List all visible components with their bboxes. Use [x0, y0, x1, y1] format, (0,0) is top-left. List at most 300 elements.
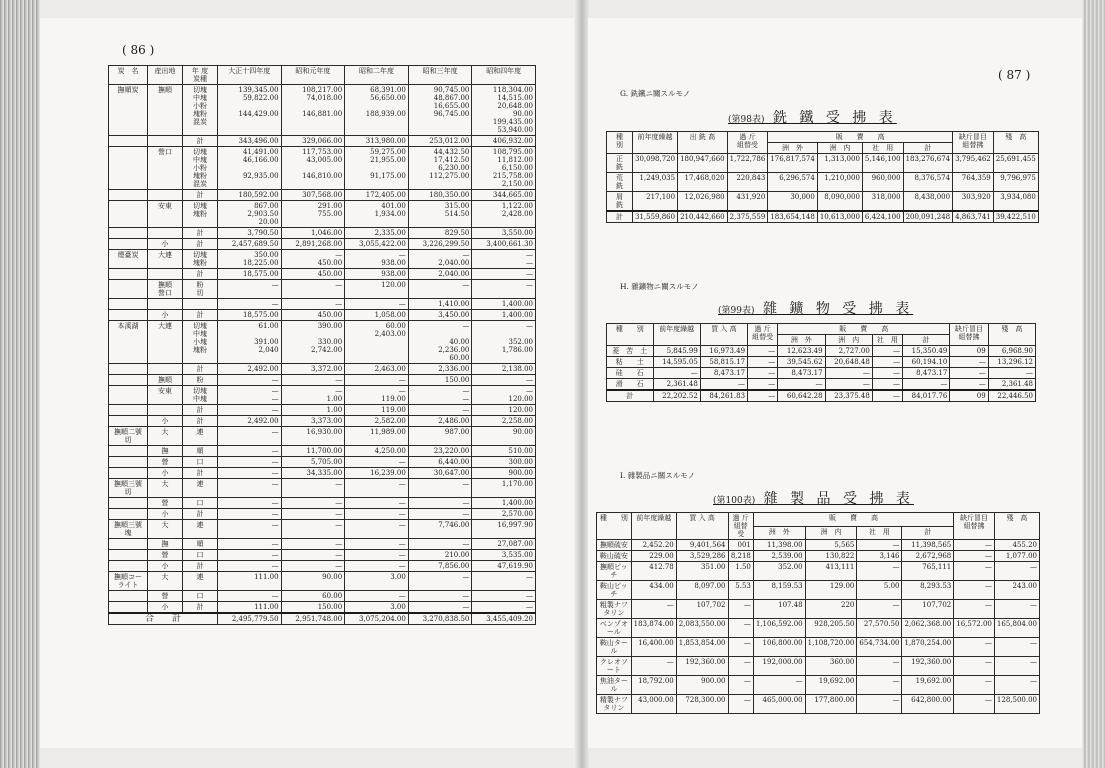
- coal-value-cell: 210.00: [408, 550, 472, 561]
- row-value-cell: —: [748, 379, 778, 391]
- coal-value-cell: 7,746.00: [408, 520, 472, 539]
- page-edge-left: [0, 0, 40, 768]
- row-value-cell: —: [753, 676, 805, 695]
- coal-value-cell: 108,217.00 74,018.00 146,881.00: [281, 85, 345, 136]
- coal-value-cell: 59,275.00 21,955.00 91,175.00: [345, 147, 409, 190]
- table-row: [597, 676, 1040, 695]
- row-value-cell: 9,401,564: [676, 540, 728, 551]
- coal-value-cell: —: [408, 479, 472, 498]
- coal-value-cell: —: [218, 539, 282, 550]
- table-row: [607, 211, 1039, 223]
- row-value-cell: 10,613,000: [817, 211, 862, 223]
- coal-table-row: [109, 427, 536, 446]
- row-value-cell: 220: [805, 600, 857, 619]
- coal-group-cell: [109, 375, 148, 386]
- row-value-cell: 9,796,975: [993, 173, 1038, 192]
- coal-value-cell: —: [218, 299, 282, 310]
- coal-value-cell: —: [408, 602, 472, 614]
- coal-kind-cell: 連: [183, 520, 218, 539]
- row-value-cell: 183,874.00: [631, 619, 676, 638]
- coal-value-cell: 117,753.00 43,005.00 146,810.00: [281, 147, 345, 190]
- coal-kind-cell: 口: [183, 591, 218, 602]
- row-value-cell: 09: [950, 346, 988, 357]
- coal-value-cell: —: [345, 479, 409, 498]
- row-value-cell: —: [950, 357, 988, 368]
- row-value-cell: —: [954, 600, 995, 619]
- header-year: 昭和四年度: [472, 66, 536, 85]
- row-value-cell: 8,090,000: [817, 192, 862, 212]
- coal-area-cell: 大連: [148, 250, 183, 269]
- row-value-cell: 11,398,565: [902, 540, 954, 551]
- row-value-cell: 220,843: [727, 173, 768, 192]
- row-value-cell: —: [728, 657, 753, 676]
- header-domestic: 洲 内: [805, 526, 857, 540]
- row-value-cell: —: [954, 657, 995, 676]
- row-value-cell: 84,261.83: [700, 390, 747, 402]
- table-row: [607, 173, 1039, 192]
- coal-area-cell: 大: [148, 427, 183, 446]
- row-value-cell: 192,360.00: [902, 657, 954, 676]
- coal-area-cell: 撫順: [148, 375, 183, 386]
- coal-value-cell: 315.00 514.50: [408, 201, 472, 228]
- header-transfer-in: 過 斤 組替受: [748, 324, 778, 346]
- coal-total-cell: 2,495,779.50: [218, 613, 282, 625]
- row-value-cell: 5,146,100: [862, 154, 903, 173]
- row-value-cell: 6,296,574: [768, 173, 818, 192]
- coal-group-cell: 煙臺炭: [109, 250, 148, 269]
- coal-table-row: [109, 386, 536, 405]
- table-title: [718, 298, 913, 318]
- right-page: [588, 18, 1082, 748]
- header-overseas: 洲 外: [778, 335, 825, 346]
- table-row: [597, 581, 1040, 600]
- coal-area-cell: 營: [148, 457, 183, 468]
- coal-value-cell: 1,400.00: [472, 498, 536, 509]
- row-value-cell: 39,422,510: [993, 211, 1038, 223]
- row-value-cell: 107,702: [676, 600, 728, 619]
- row-kind-cell: 屑 銑: [607, 192, 633, 212]
- coal-kind-cell: 切塊 中塊 小塊 塊粉: [183, 321, 218, 364]
- coal-value-cell: —: [472, 280, 536, 299]
- row-value-cell: —: [872, 346, 902, 357]
- row-value-cell: 217,100: [633, 192, 678, 212]
- coal-kind-cell: 連: [183, 479, 218, 498]
- header-sales: 販 賣 高: [753, 513, 953, 527]
- header-sales: 販 賣 高: [768, 132, 953, 143]
- table-header-row: [607, 324, 1036, 335]
- coal-value-cell: 867.00 2,903.50 20.00: [218, 201, 282, 228]
- row-value-cell: —: [872, 368, 902, 379]
- coal-value-cell: —: [281, 280, 345, 299]
- coal-kind-cell: 順: [183, 446, 218, 457]
- row-value-cell: 2,539.00: [753, 551, 805, 562]
- row-value-cell: 765,111: [902, 562, 954, 581]
- row-value-cell: 106,800.00: [753, 638, 805, 657]
- coal-value-cell: 11,989.00: [345, 427, 409, 446]
- row-value-cell: —: [653, 368, 700, 379]
- header-sales-total: 計: [903, 143, 953, 154]
- coal-table-row: [109, 468, 536, 479]
- row-value-cell: —: [857, 540, 902, 551]
- row-value-cell: —: [994, 562, 1039, 581]
- row-value-cell: 764,359: [953, 173, 994, 192]
- coal-kind-cell: 計: [183, 509, 218, 520]
- table-row: [607, 154, 1039, 173]
- row-value-cell: 455.20: [994, 540, 1039, 551]
- coal-group-cell: [109, 299, 148, 310]
- row-value-cell: —: [994, 638, 1039, 657]
- row-value-cell: 2,083,550.00: [676, 619, 728, 638]
- coal-total-cell: 3,270,838.50: [408, 613, 472, 625]
- coal-value-cell: —: [218, 509, 282, 520]
- row-value-cell: 23,375.48: [825, 390, 872, 402]
- coal-value-cell: 23,220.00: [408, 446, 472, 457]
- row-kind-cell: 荒 銑: [607, 173, 633, 192]
- row-value-cell: 30,000: [768, 192, 818, 212]
- row-value-cell: 8,473.17: [778, 368, 825, 379]
- row-value-cell: 12,026,980: [678, 192, 728, 212]
- coal-table-row: [109, 250, 536, 269]
- coal-value-cell: —: [345, 375, 409, 386]
- table-number: (第99表): [718, 306, 755, 316]
- row-value-cell: 11,398.00: [753, 540, 805, 551]
- row-value-cell: 001: [728, 540, 753, 551]
- row-value-cell: 1.50: [728, 562, 753, 581]
- row-value-cell: 210,442,660: [678, 211, 728, 223]
- row-value-cell: 107.48: [753, 600, 805, 619]
- coal-area-cell: [148, 299, 183, 310]
- row-value-cell: —: [825, 368, 872, 379]
- coal-value-cell: 510.00: [472, 446, 536, 457]
- header-balance: 殘 高: [994, 513, 1039, 540]
- coal-value-cell: 829.50: [408, 228, 472, 239]
- pig-iron-table: [606, 131, 1039, 223]
- header-domestic: 洲 内: [825, 335, 872, 346]
- coal-value-cell: —: [281, 509, 345, 520]
- coal-area-cell: 小: [148, 310, 183, 321]
- row-value-cell: 3,795,462: [953, 154, 994, 173]
- coal-kind-cell: 口: [183, 550, 218, 561]
- coal-value-cell: —: [472, 375, 536, 386]
- row-value-cell: —: [954, 638, 995, 657]
- coal-table-row: [109, 310, 536, 321]
- coal-value-cell: — 352.00 1,786.00: [472, 321, 536, 364]
- coal-table-row: [109, 299, 536, 310]
- row-kind-cell: ベンゾオール: [597, 619, 632, 638]
- coal-table-row: [109, 201, 536, 228]
- coal-value-cell: —: [408, 509, 472, 520]
- coal-value-cell: 1,400.00: [472, 299, 536, 310]
- row-value-cell: 1,313,000: [817, 154, 862, 173]
- coal-value-cell: 118,304.00 14,515.00 20,648.00 90.00 199,435.00 53,940.00: [472, 85, 536, 136]
- coal-area-cell: [148, 136, 183, 147]
- coal-table-row: [109, 85, 536, 136]
- coal-area-cell: 大連: [148, 321, 183, 364]
- coal-value-cell: — 40.00 2,236.00 60.00: [408, 321, 472, 364]
- row-value-cell: 5.00: [857, 581, 902, 600]
- coal-value-cell: 2,492.00: [218, 364, 282, 375]
- row-value-cell: 900.00: [676, 676, 728, 695]
- row-value-cell: 2,727.00: [825, 346, 872, 357]
- coal-table-row: [109, 190, 536, 201]
- coal-value-cell: — 450.00: [281, 250, 345, 269]
- coal-area-cell: 安東: [148, 201, 183, 228]
- header-balance: 殘 高: [988, 324, 1035, 346]
- header-transfer-in: 過 斤 組替受: [727, 132, 768, 154]
- coal-value-cell: 90,745.00 48,867.00 16,655.00 96,745.00: [408, 85, 472, 136]
- header-type-label: 炭種: [193, 75, 207, 83]
- coal-value-cell: 47,619.90: [472, 561, 536, 572]
- table-title-text: 雜 製 品 受 拂 表: [763, 491, 914, 507]
- row-value-cell: —: [748, 346, 778, 357]
- row-value-cell: 60,194.10: [903, 357, 950, 368]
- header-previous: 前年度繰越: [653, 324, 700, 346]
- table-row: [607, 357, 1036, 368]
- coal-value-cell: —: [345, 561, 409, 572]
- row-value-cell: 8,473.17: [700, 368, 747, 379]
- coal-table-row: [109, 269, 536, 280]
- coal-value-cell: 41,491.00 46,166.00 92,935.00: [218, 147, 282, 190]
- coal-area-cell: [148, 228, 183, 239]
- coal-value-cell: 2,492.00: [218, 416, 282, 427]
- coal-area-cell: 營: [148, 498, 183, 509]
- coal-table-row: [109, 550, 536, 561]
- coal-value-cell: — 119.00: [345, 386, 409, 405]
- coal-value-cell: 150.00: [281, 602, 345, 614]
- coal-total-row: [109, 613, 536, 625]
- coal-total-cell: 2,951,748.00: [281, 613, 345, 625]
- coal-table-row: [109, 375, 536, 386]
- coal-table-row: [109, 572, 536, 591]
- coal-kind-cell: 計: [183, 561, 218, 572]
- coal-group-cell: [109, 386, 148, 405]
- header-kind: 炭 名: [109, 66, 148, 85]
- coal-kind-cell: 計: [183, 416, 218, 427]
- coal-group-cell: [109, 446, 148, 457]
- row-value-cell: —: [728, 619, 753, 638]
- row-value-cell: 18,792.00: [631, 676, 676, 695]
- coal-value-cell: — —: [218, 386, 282, 405]
- coal-table-row: [109, 539, 536, 550]
- coal-value-cell: —: [472, 269, 536, 280]
- row-value-cell: —: [748, 357, 778, 368]
- coal-value-cell: 450.00: [281, 310, 345, 321]
- row-value-cell: 17,468,020: [678, 173, 728, 192]
- coal-table: [108, 65, 536, 625]
- row-value-cell: —: [857, 657, 902, 676]
- coal-value-cell: 2,891,268.00: [281, 239, 345, 250]
- table-row: [607, 346, 1036, 357]
- header-receipts: 買 入 高: [700, 324, 747, 346]
- coal-group-cell: [109, 201, 148, 228]
- row-value-cell: 654,734.00: [857, 638, 902, 657]
- coal-kind-cell: 計: [183, 468, 218, 479]
- coal-value-cell: —: [281, 479, 345, 498]
- row-value-cell: 1,210,000: [817, 173, 862, 192]
- header-kind: 種 別: [607, 324, 654, 346]
- table-title-text: 銑 鐵 受 拂 表: [772, 110, 897, 126]
- header-balance: 殘 高: [993, 132, 1038, 154]
- coal-value-cell: 68,391.00 56,650.00 188,939.00: [345, 85, 409, 136]
- table-row: [597, 551, 1040, 562]
- table-header-row: [597, 513, 1040, 527]
- coal-value-cell: 119.00: [345, 405, 409, 416]
- coal-value-cell: 1,058.00: [345, 310, 409, 321]
- table-row: [597, 695, 1040, 714]
- header-previous: 前年度繰越: [633, 132, 678, 154]
- coal-group-cell: 撫順三號切: [109, 479, 148, 498]
- coal-value-cell: 401.00 1,934.00: [345, 201, 409, 228]
- coal-area-cell: [148, 405, 183, 416]
- coal-value-cell: —: [281, 539, 345, 550]
- row-value-cell: 431,920: [727, 192, 768, 212]
- coal-group-cell: [109, 190, 148, 201]
- coal-value-cell: 7,856.00: [408, 561, 472, 572]
- coal-value-cell: 2,457,689.50: [218, 239, 282, 250]
- coal-group-cell: [109, 416, 148, 427]
- coal-value-cell: 2,570.00: [472, 509, 536, 520]
- coal-value-cell: 30,647.00: [408, 468, 472, 479]
- coal-table-row: [109, 136, 536, 147]
- table-title-text: 雜 鑛 物 受 拂 表: [762, 301, 914, 317]
- row-value-cell: 728,300.00: [676, 695, 728, 714]
- row-value-cell: 2,361.48: [988, 379, 1035, 391]
- coal-group-cell: 撫順二號切: [109, 427, 148, 446]
- row-value-cell: 31,559,860: [633, 211, 678, 223]
- row-value-cell: —: [631, 657, 676, 676]
- coal-group-cell: [109, 561, 148, 572]
- header-kind: 種 別: [607, 132, 633, 154]
- row-value-cell: 303,920: [953, 192, 994, 212]
- row-value-cell: 413,111: [805, 562, 857, 581]
- coal-value-cell: 900.00: [472, 468, 536, 479]
- coal-table-row: [109, 239, 536, 250]
- row-kind-cell: 粗製ナフタリン: [597, 600, 632, 619]
- coal-value-cell: 3,372.00: [281, 364, 345, 375]
- coal-value-cell: 2,463.00: [345, 364, 409, 375]
- coal-value-cell: —: [408, 591, 472, 602]
- coal-area-cell: 小: [148, 602, 183, 614]
- coal-value-cell: 2,582.00: [345, 416, 409, 427]
- row-value-cell: 1,249,035: [633, 173, 678, 192]
- table-number: (第100表): [713, 496, 756, 506]
- coal-value-cell: —: [408, 498, 472, 509]
- header-previous: 前年度繰越: [631, 513, 676, 540]
- coal-area-cell: 大: [148, 520, 183, 539]
- coal-value-cell: —: [345, 509, 409, 520]
- row-kind-cell: 正 銑: [607, 154, 633, 173]
- coal-value-cell: 6,440.00: [408, 457, 472, 468]
- row-value-cell: 6,424,100: [862, 211, 903, 223]
- row-value-cell: 22,202.52: [653, 390, 700, 402]
- row-value-cell: —: [994, 657, 1039, 676]
- table-row: [597, 619, 1040, 638]
- row-value-cell: —: [778, 379, 825, 391]
- coal-value-cell: 3,535.00: [472, 550, 536, 561]
- row-value-cell: —: [857, 676, 902, 695]
- coal-value-cell: 3,790.50: [218, 228, 282, 239]
- coal-value-cell: —: [281, 299, 345, 310]
- coal-value-cell: 344,665.00: [472, 190, 536, 201]
- row-value-cell: 8,293.53: [902, 581, 954, 600]
- row-value-cell: 1,870,254.00: [902, 638, 954, 657]
- coal-area-cell: 小: [148, 509, 183, 520]
- coal-total-cell: 3,075,204.00: [345, 613, 409, 625]
- coal-group-cell: [109, 364, 148, 375]
- header-year: 昭和元年度: [281, 66, 345, 85]
- row-value-cell: 642,800.00: [902, 695, 954, 714]
- coal-value-cell: — —: [472, 250, 536, 269]
- coal-group-cell: [109, 591, 148, 602]
- coal-value-cell: 2,040.00: [408, 269, 472, 280]
- coal-table-row: [109, 416, 536, 427]
- row-value-cell: —: [954, 562, 995, 581]
- coal-kind-cell: 切塊 塊粉: [183, 250, 218, 269]
- row-value-cell: 4,863,741: [953, 211, 994, 223]
- coal-value-cell: 3,450.00: [408, 310, 472, 321]
- coal-value-cell: —: [345, 520, 409, 539]
- coal-value-cell: 3,373.00: [281, 416, 345, 427]
- row-value-cell: 243.00: [994, 581, 1039, 600]
- page-number-right: ( 87 ): [998, 68, 1031, 82]
- row-value-cell: 39,545.62: [778, 357, 825, 368]
- coal-table-row: [109, 147, 536, 190]
- coal-value-cell: 44,432.50 17,412.50 6,230.00 112,275.00: [408, 147, 472, 190]
- coal-value-cell: 120.00: [345, 280, 409, 299]
- row-value-cell: 360.00: [805, 657, 857, 676]
- row-value-cell: 465,000.00: [753, 695, 805, 714]
- coal-value-cell: —: [408, 280, 472, 299]
- coal-value-cell: 139,345.00 59,822.00 144,429.00: [218, 85, 282, 136]
- row-value-cell: 412.78: [631, 562, 676, 581]
- coal-kind-cell: 切塊 中塊 小粉 塊粉 混炭: [183, 147, 218, 190]
- coal-kind-cell: 切塊 中塊 小粉 塊粉 混炭: [183, 85, 218, 136]
- row-value-cell: 60,642.28: [778, 390, 825, 402]
- row-value-cell: 8,438,000: [903, 192, 953, 212]
- row-value-cell: 200,091,248: [903, 211, 953, 223]
- row-value-cell: 19,692.00: [805, 676, 857, 695]
- row-value-cell: 180,947,660: [678, 154, 728, 173]
- row-value-cell: 1,077.00: [994, 551, 1039, 562]
- coal-value-cell: 3,055,422.00: [345, 239, 409, 250]
- row-value-cell: 318,000: [862, 192, 903, 212]
- row-value-cell: 8,097.00: [676, 581, 728, 600]
- coal-value-cell: 111.00: [218, 572, 282, 591]
- coal-value-cell: 2,335.00: [345, 228, 409, 239]
- row-kind-cell: 撫順ピッチ: [597, 562, 632, 581]
- header-own-use: 社 用: [872, 335, 902, 346]
- table-title: [713, 488, 914, 508]
- coal-area-cell: 營口: [148, 147, 183, 190]
- coal-value-cell: 3,226,299.50: [408, 239, 472, 250]
- coal-value-cell: —: [408, 572, 472, 591]
- header-year: 大正十四年度: [218, 66, 282, 85]
- coal-table-row: [109, 405, 536, 416]
- header-transfer-out: 缺斤冒目 組替拂: [953, 132, 994, 154]
- row-value-cell: 3,146: [857, 551, 902, 562]
- row-value-cell: 27,570.50: [857, 619, 902, 638]
- coal-kind-cell: 計: [183, 190, 218, 201]
- coal-group-cell: [109, 468, 148, 479]
- coal-kind-cell: 口: [183, 457, 218, 468]
- header-transfer-in: 過 斤 組替受: [728, 513, 753, 540]
- coal-kind-cell: 連: [183, 572, 218, 591]
- header-domestic: 洲 内: [817, 143, 862, 154]
- coal-area-cell: 安東: [148, 386, 183, 405]
- row-value-cell: —: [872, 357, 902, 368]
- coal-value-cell: 16,239.00: [345, 468, 409, 479]
- row-value-cell: 12,623.49: [778, 346, 825, 357]
